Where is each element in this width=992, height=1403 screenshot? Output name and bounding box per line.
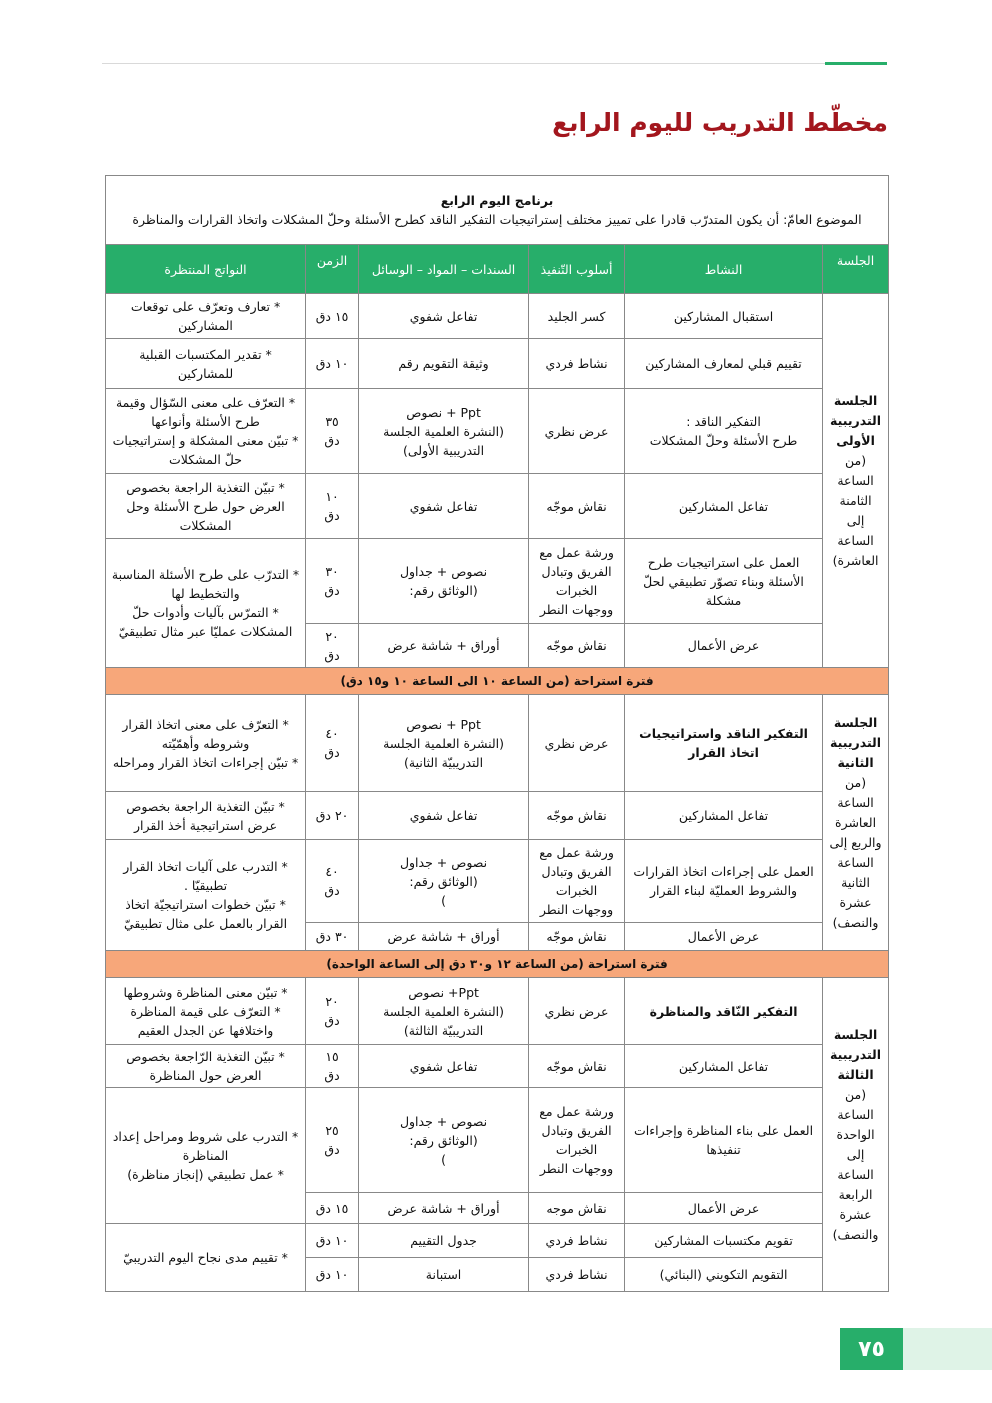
method-cell: عرض نظري [529, 695, 625, 792]
time-cell: ٢٠ دق [306, 624, 359, 668]
header-divider [102, 63, 887, 64]
session-label-line: والربع إلى [829, 834, 882, 850]
materials-cell: أوراق + شاشة عرض [359, 1193, 529, 1224]
session-label-line: العاشرة) [832, 552, 879, 568]
outcomes-cell: * تبيّن معنى المناظرة وشروطها * التعرّف على قيمة المناظرة واختلافها عن الجدل العقيم [106, 978, 306, 1045]
session-label-line: الساعة [837, 532, 874, 548]
table-row [106, 389, 889, 474]
session-label-line: (من [845, 774, 867, 790]
outcomes-cell: * التدرب على آليات اتخاذ القرار تطبيقيّا . * تبيّن خطوات استراتيجيّة اتخاذ القرار بالعمل على مثال تطبيقيّ [106, 840, 306, 951]
session-label-line: الساعة [837, 1106, 874, 1122]
table-row [106, 695, 889, 792]
time-cell: ٢٥ دق [306, 1088, 359, 1193]
training-schedule-table [105, 175, 889, 1292]
program-intro-row [106, 176, 889, 245]
session-label-line: (من [845, 452, 867, 468]
method-cell: ورشة عمل مع الفريق وتبادل الخبرات ووجهات النطر [529, 539, 625, 624]
materials-cell: تفاعل شفوي [359, 792, 529, 840]
session-label-line: الجلسة [833, 392, 878, 408]
activity-cell: تقويم مكتسبات المشاركين [625, 1224, 823, 1258]
method-cell: نشاط فردي [529, 1258, 625, 1292]
outcomes-cell: * التعرّف على معنى اتخاذ القرار وشروطه وأهمّيّته * تبيّن إجراءات اتخاذ القرار ومراحله [106, 695, 306, 792]
outcomes-cell: * تبيّن التغذية الراجعة بخصوص عرض استراتيجية أخذ القرار [106, 792, 306, 840]
time-cell: ١٥ دق [306, 294, 359, 339]
activity-cell: تفاعل المشاركين [625, 1045, 823, 1088]
page-number-strip [903, 1328, 992, 1370]
activity-cell: التفكير الناقد : طرح الأسئلة وحلّ المشكلات [625, 389, 823, 474]
materials-cell: تفاعل شفوي [359, 1045, 529, 1088]
activity-cell: العمل على بناء المناظرة وإجراءات تنفيذها [625, 1088, 823, 1193]
session-label [823, 978, 889, 1292]
break-label: فترة استراحة (من الساعة ١٠ الى الساعة ١٠ و١٥ دق) [106, 668, 889, 695]
outcomes-cell: * التدرّب على طرح الأسئلة المناسبة والتخطيط لها * التمرّس بآليات وأدوات حلّ المشكلات عمليّا عبر مثال تطبيقيّ [106, 539, 306, 668]
method-cell: نقاش موجه [529, 1193, 625, 1224]
time-cell: ٢٠ دق [306, 978, 359, 1045]
table-row [106, 339, 889, 389]
session-label [823, 695, 889, 951]
session-label-line: العاشرة [835, 814, 877, 830]
activity-cell: التفكير النّاقد والمناظرة [625, 978, 823, 1045]
session-label-line: الثانية [837, 754, 874, 770]
page-number: ٧٥ [840, 1328, 903, 1370]
session-label-line: الجلسة [833, 714, 878, 730]
materials-cell: Ppt + نصوص (النشرة العلمية الجلسة التدريبيّة الثانية) [359, 695, 529, 792]
header-activity: النشاط [625, 245, 823, 294]
session-label-line: الساعة [837, 1166, 874, 1182]
session-label-line: عشرة [839, 1206, 872, 1222]
activity-cell: تفاعل المشاركين [625, 474, 823, 539]
session-label [823, 294, 889, 668]
method-cell: ورشة عمل مع الفريق وتبادل الخبرات ووجهات النطر [529, 840, 625, 923]
program-title: برنامج اليوم الرابع [440, 193, 554, 208]
session-label-line: الساعة [837, 854, 874, 870]
method-cell: نقاش موجّه [529, 474, 625, 539]
header-materials: السندات – المواد – الوسائل [359, 245, 529, 294]
materials-cell: نصوص + جداول (الوثائق رقم: ) [359, 840, 529, 923]
method-cell: عرض نظري [529, 389, 625, 474]
time-cell: ٣٠ دق [306, 539, 359, 624]
table-row [106, 294, 889, 339]
header-method: أسلوب التّنفيذ [529, 245, 625, 294]
session-label-line: التدريبية [830, 412, 882, 428]
time-cell: ١٠ دق [306, 1258, 359, 1292]
materials-cell: تفاعل شفوي [359, 294, 529, 339]
session-label-line: الثامنة [839, 492, 872, 508]
materials-cell: نصوص + جداول (الوثائق رقم: ) [359, 1088, 529, 1193]
outcomes-cell: * تبيّن التغذية الرّاجعة بخصوص العرض حول المناظرة [106, 1045, 306, 1088]
activity-cell: التفكير الناقد واستراتيجيات اتخاذ القرار [625, 695, 823, 792]
session-label-line: الواحدة [836, 1126, 875, 1142]
session-label-line: الجلسة [833, 1026, 878, 1042]
time-cell: ١٠ دق [306, 339, 359, 389]
break-label: فترة استراحة (من الساعة ١٢ و٣٠ دق إلى الساعة الواحدة) [106, 951, 889, 978]
session-label-line: والنصف) [832, 1226, 879, 1242]
table-row [106, 1045, 889, 1088]
materials-cell: نصوص + جداول (الوثائق رقم: [359, 539, 529, 624]
session-label-line: الرابعة [838, 1186, 873, 1202]
activity-cell: عرض الأعمال [625, 624, 823, 668]
session-label-line: الساعة [837, 472, 874, 488]
general-objective: الموضوع العامّ: أن يكون المتدرّب قادرا على تمييز مختلف إستراتيجيات التفكير الناقد كطرح الأسئلة وحلّ المشكلات واتخاذ القرارات والمناظرة [132, 212, 862, 227]
activity-cell: عرض الأعمال [625, 923, 823, 951]
table-row [106, 978, 889, 1045]
session-label-line: عشرة [839, 894, 872, 910]
activity-cell: العمل على استراتيجيات طرح الأسئلة وبناء تصوّر تطبيقي لحلّ مشكلة [625, 539, 823, 624]
materials-cell: استبانة [359, 1258, 529, 1292]
session-label-line: الساعة [837, 794, 874, 810]
activity-cell: عرض الأعمال [625, 1193, 823, 1224]
method-cell: نقاش موجّه [529, 1045, 625, 1088]
materials-cell: وثيقة التقويم رقم [359, 339, 529, 389]
session-label-line: (من [845, 1086, 867, 1102]
session-label-line: الأولى [836, 432, 875, 448]
table-row [106, 840, 889, 923]
time-cell: ١٠ دق [306, 474, 359, 539]
header-time: الزمن [306, 245, 359, 294]
time-cell: ٤٠ دق [306, 840, 359, 923]
session-label-line: التدريبية [830, 1046, 882, 1062]
session-label-line: إلى [846, 1146, 865, 1162]
header-accent-bar [825, 62, 887, 65]
time-cell: ١٥ دق [306, 1045, 359, 1088]
outcomes-cell: * التدرب على شروط ومراحل إعداد المناظرة * عمل تطبيقي (إنجاز مناظرة) [106, 1088, 306, 1224]
break-row [106, 668, 889, 695]
method-cell: نشاط فردي [529, 339, 625, 389]
method-cell: نقاش موجّه [529, 792, 625, 840]
table-row [106, 474, 889, 539]
header-outcomes: النواتج المنتظرة [106, 245, 306, 294]
materials-cell: جدول التقييم [359, 1224, 529, 1258]
session-label-line: والنصف) [832, 914, 879, 930]
materials-cell: Ppt + نصوص (النشرة العلمية الجلسة التدريبية الأولى) [359, 389, 529, 474]
time-cell: ١٥ دق [306, 1193, 359, 1224]
activity-cell: التقويم التكويني (البنائي) [625, 1258, 823, 1292]
time-cell: ٢٠ دق [306, 792, 359, 840]
time-cell: ٣٥ دق [306, 389, 359, 474]
method-cell: نقاش موجّه [529, 923, 625, 951]
materials-cell: أوراق + شاشة عرض [359, 923, 529, 951]
time-cell: ١٠ دق [306, 1224, 359, 1258]
outcomes-cell: * تبيّن التغذية الراجعة بخصوص العرض حول طرح الأسئلة وحل المشكلات [106, 474, 306, 539]
activity-cell: العمل على إجراءات اتخاذ القرارات والشروط العمليّة لبناء القرار [625, 840, 823, 923]
table-row [106, 1224, 889, 1258]
outcomes-cell: * تقدير المكتسبات القبلية للمشاركين [106, 339, 306, 389]
table-row [106, 792, 889, 840]
page-title: مخطّط التدريب لليوم الرابع [552, 108, 888, 137]
table-row [106, 1088, 889, 1193]
outcomes-cell: * تقييم مدى نجاح اليوم التدريبيّ [106, 1224, 306, 1292]
table-header-row [106, 245, 889, 294]
materials-cell: تفاعل شفوي [359, 474, 529, 539]
materials-cell: Ppt+ نصوص (النشرة العلمية الجلسة التدريبيّة الثالثة) [359, 978, 529, 1045]
activity-cell: استقبال المشاركين [625, 294, 823, 339]
time-cell: ٣٠ دق [306, 923, 359, 951]
materials-cell: أوراق + شاشة عرض [359, 624, 529, 668]
header-session: الجلسة [823, 245, 889, 294]
method-cell: نشاط فردي [529, 1224, 625, 1258]
outcomes-cell: * التعرّف على معنى السّؤال وقيمة طرح الأسئلة وأنواعها * تبيّن معنى المشكلة و إستراتيجيات حلّ المشكلات [106, 389, 306, 474]
activity-cell: تقييم قبلي لمعارف المشاركين [625, 339, 823, 389]
session-label-line: الثالثة [837, 1066, 874, 1082]
method-cell: عرض نظري [529, 978, 625, 1045]
method-cell: نقاش موجّه [529, 624, 625, 668]
activity-cell: تفاعل المشاركين [625, 792, 823, 840]
break-row [106, 951, 889, 978]
method-cell: كسر الجليد [529, 294, 625, 339]
method-cell: ورشة عمل مع الفريق وتبادل الخبرات ووجهات النطر [529, 1088, 625, 1193]
time-cell: ٤٠ دق [306, 695, 359, 792]
session-label-line: الثانية [841, 874, 870, 890]
session-label-line: إلى [846, 512, 865, 528]
session-label-line: التدريبية [830, 734, 882, 750]
outcomes-cell: * تعارف وتعرّف على توقعات المشاركين [106, 294, 306, 339]
table-row [106, 539, 889, 624]
